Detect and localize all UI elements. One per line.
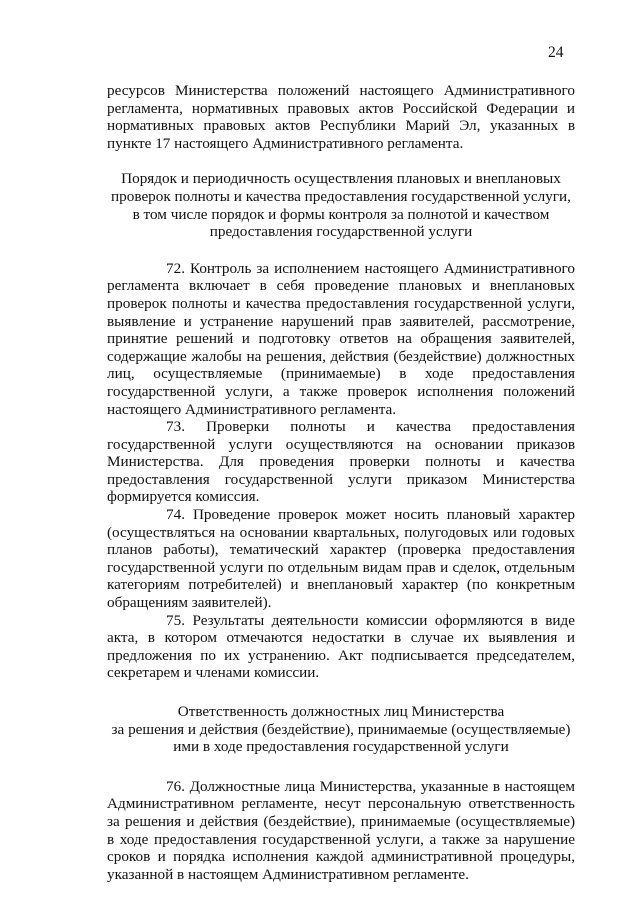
document-body <box>107 82 575 883</box>
section-heading-control <box>107 170 575 240</box>
section-heading-responsibility <box>107 703 575 756</box>
intro-paragraph: ресурсов Министерства положений настоящего Административного регламента, нормативных правовых актов Российской Федерации и нормативных правовых актов Республики Марий Эл, указанных в пункте 17 настоящего Административного регламента. <box>107 82 575 152</box>
heading-line: проверок полноты и качества предоставления государственной услуги, <box>111 187 571 205</box>
heading-line: предоставления государственной услуги <box>209 223 473 241</box>
heading-line: в том числе порядок и формы контроля за полнотой и качеством <box>132 205 550 223</box>
heading-line: Ответственность должностных лиц Министерства <box>177 703 505 720</box>
heading-line: за решения и действия (бездействие), принимаемые (осуществляемые) <box>111 720 571 738</box>
paragraph-72: 72. Контроль за исполнением настоящего Административного регламента включает в себя проведение плановых и внеплановых проверок полноты и качества предоставления государственной услуги, выявление и устранение нарушений прав заявителей, рассмотрение, принятие решений и подготовку ответов на обращения заявителей, содержащие жалобы на решения, действия (бездействие) должностных лиц, осуществляемые (принимаемые) в ходе предоставления государственной услуги, а также проверок исполнения положений настоящего Административного регламента. <box>107 259 575 418</box>
paragraph-75: 75. Результаты деятельности комиссии оформляются в виде акта, в котором отмечаются недостатки в случае их выявления и предложения по их устранению. Акт подписывается председателем, секретарем и членами комиссии. <box>107 611 575 682</box>
heading-line: ими в ходе предоставления государственной услуги <box>173 738 509 756</box>
paragraph-76: 76. Должностные лица Министерства, указанные в настоящем Административном регламенте, несут персональную ответственность за решения и действия (бездействие), принимаемые (осуществляемые) в ходе предоставления государственной услуги, а также за нарушение сроков и порядка исполнения каждой административной процедуры, указанной в настоящем Административном регламенте. <box>107 777 575 883</box>
heading-line: Порядок и периодичность осуществления плановых и внеплановых <box>121 170 561 188</box>
paragraph-74: 74. Проведение проверок может носить плановый характер (осуществляться на основании квартальных, полугодовых или годовых планов работы), тематический характер (проверка предоставления государственной услуги по отдельным видам прав и сделок, отдельным категориям потребителей) и внеплановый характер (по конкретным обращениям заявителей). <box>107 506 575 612</box>
page-number: 24 <box>548 44 564 61</box>
paragraph-73: 73. Проверки полноты и качества предоставления государственной услуги осуществляются на основании приказов Министерства. Для проведения проверки полноты и качества предоставления государственной услуги приказом Министерства формируется комиссия. <box>107 418 575 506</box>
